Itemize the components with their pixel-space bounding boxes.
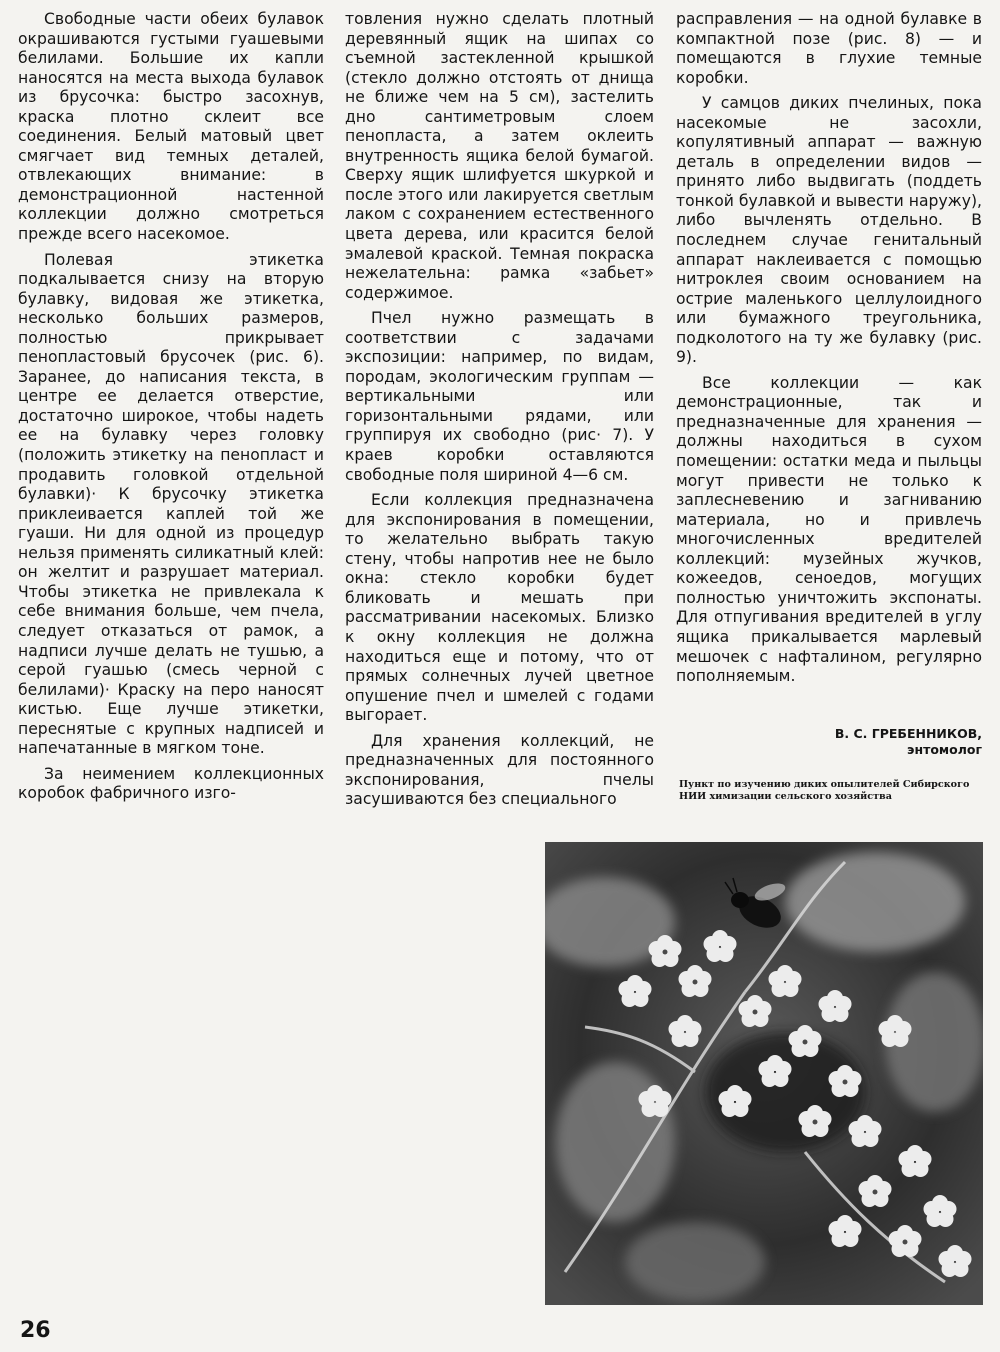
paragraph: Если коллекция предназначена для экспонирования в помещении, то желательно выбрать такую стену, чтобы напротив нее не было окна: стекло коробки будет бликовать и мешать при рассматривании насекомых. Близко к окну коллекция не должна находиться еще и потому, что от прямых солнечных лучей цветное опушение пчел и шмелей с годами выгорает. (345, 491, 654, 725)
author-name: В. С. ГРЕБЕННИКОВ, (834, 726, 982, 741)
paragraph: Для хранения коллекций, не предназначенных для постоянного экспонирования, пчелы засушиваются без специального (345, 731, 654, 809)
paragraph: Все коллекции — как демонстрационные, так и предназначенные для хранения — должны находиться в сухом помещении: остатки меда и пыльцы могут привести не только к заплесневению и загниванию материала, но и привлечь многочисленных вредителей коллекций: музейных жучков, кожеедов, сеноедов, могущих полностью уничтожить экспонаты. Для отпугивания вредителей в углу ящика прикалывается марлевый мешочек с нафталином, регулярно пополняемым. (676, 373, 982, 686)
paragraph: Полевая этикетка подкалывается снизу на вторую булавку, видовая же этикетка, несколько больших размеров, полностью прикрывает пенопластовый брусочек (рис. 6). Заранее, до написания текста, в центре ее делается отверстие, достаточно широкое, чтобы надеть ее на булавку через головку (положить этикетку на пенопласт и продавить головкой отдельной булавки)· К брусочку этикетка приклеивается каплей той же гуаши. Ни для одной из процедур нельзя применять силикатный клей: он желтит и разрушает материал. Чтобы этикетка не привлекала к себе внимания больше, чем пчела, следует отказаться от рамок, а надписи лучше делать не тушью, а серой гуашью (смесь черной с белилами)· Краску на перо наносят кистью. Еще лучше этикетки, переснятые с крупных надписей и напечатанные в мягком тоне. (18, 250, 324, 758)
text-column-3 (676, 10, 982, 687)
paragraph: Свободные части обеих булавок окрашиваются густыми гуашевыми белилами. Большие их капли наносятся на места выхода булавок из брусочка: быстро засохнув, краска плотно склеит все соединения. Белый матовый цвет смягчает вид темных деталей, отвлекающих внимание: в демонстрационной настенной коллекции должно смотреться прежде всего насекомое. (18, 10, 324, 244)
author-title: энтомолог (907, 742, 982, 757)
paragraph: У самцов диких пчелиных, пока насекомые не засохли, копулятивный аппарат — важную деталь в определении видов — принято либо выдвигать (поддеть тонкой булавкой и вывести наружу), либо вычленять отдельно. В последнем случае генитальный аппарат наклеивается с помощью нитроклея своим основанием на острие маленького целлулоидного или бумажного треугольника, подколотого на ту же булавку (рис. 9). (676, 94, 982, 367)
paragraph: товления нужно сделать плотный деревянный ящик на шипах со съемной застекленной крышкой (стекло должно отстоять от днища не ближе чем на 5 см), застелить дно сантиметровым слоем пенопласта, а затем оклеить внутренность ящика белой бумагой. Сверху ящик шлифуется шкуркой и после этого или лакируется светлым лаком с сохранением естественного цвета дерева, или красится белой эмалевой краской. Темная покраска нежелательна: рамка «забьет» содержимое. (345, 10, 654, 302)
text-column-2 (345, 10, 654, 810)
page-number: 26 (20, 1318, 51, 1343)
paragraph: За неимением коллекционных коробок фабричного изго- (18, 764, 324, 803)
paragraph: расправления — на одной булавке в компактной позе (рис. 8) — и помещаются в глухие темные коробки. (676, 10, 982, 87)
paragraph: Пчел нужно размещать в соответствии с задачами экспозиции: например, по видам, породам, экологическим группам — вертикальными или горизонтальными рядами, или группируя их свободно (рис· 7). У краев коробки оставляются свободные поля шириной 4—6 см. (345, 309, 654, 484)
bee-on-blossoms-photo (545, 842, 983, 1305)
affiliation-caption: Пункт по изучению диких опылителей Сибирского НИИ химизации сельского хозяйства (679, 779, 970, 802)
text-column-1 (18, 10, 324, 804)
author-signature (676, 726, 982, 758)
